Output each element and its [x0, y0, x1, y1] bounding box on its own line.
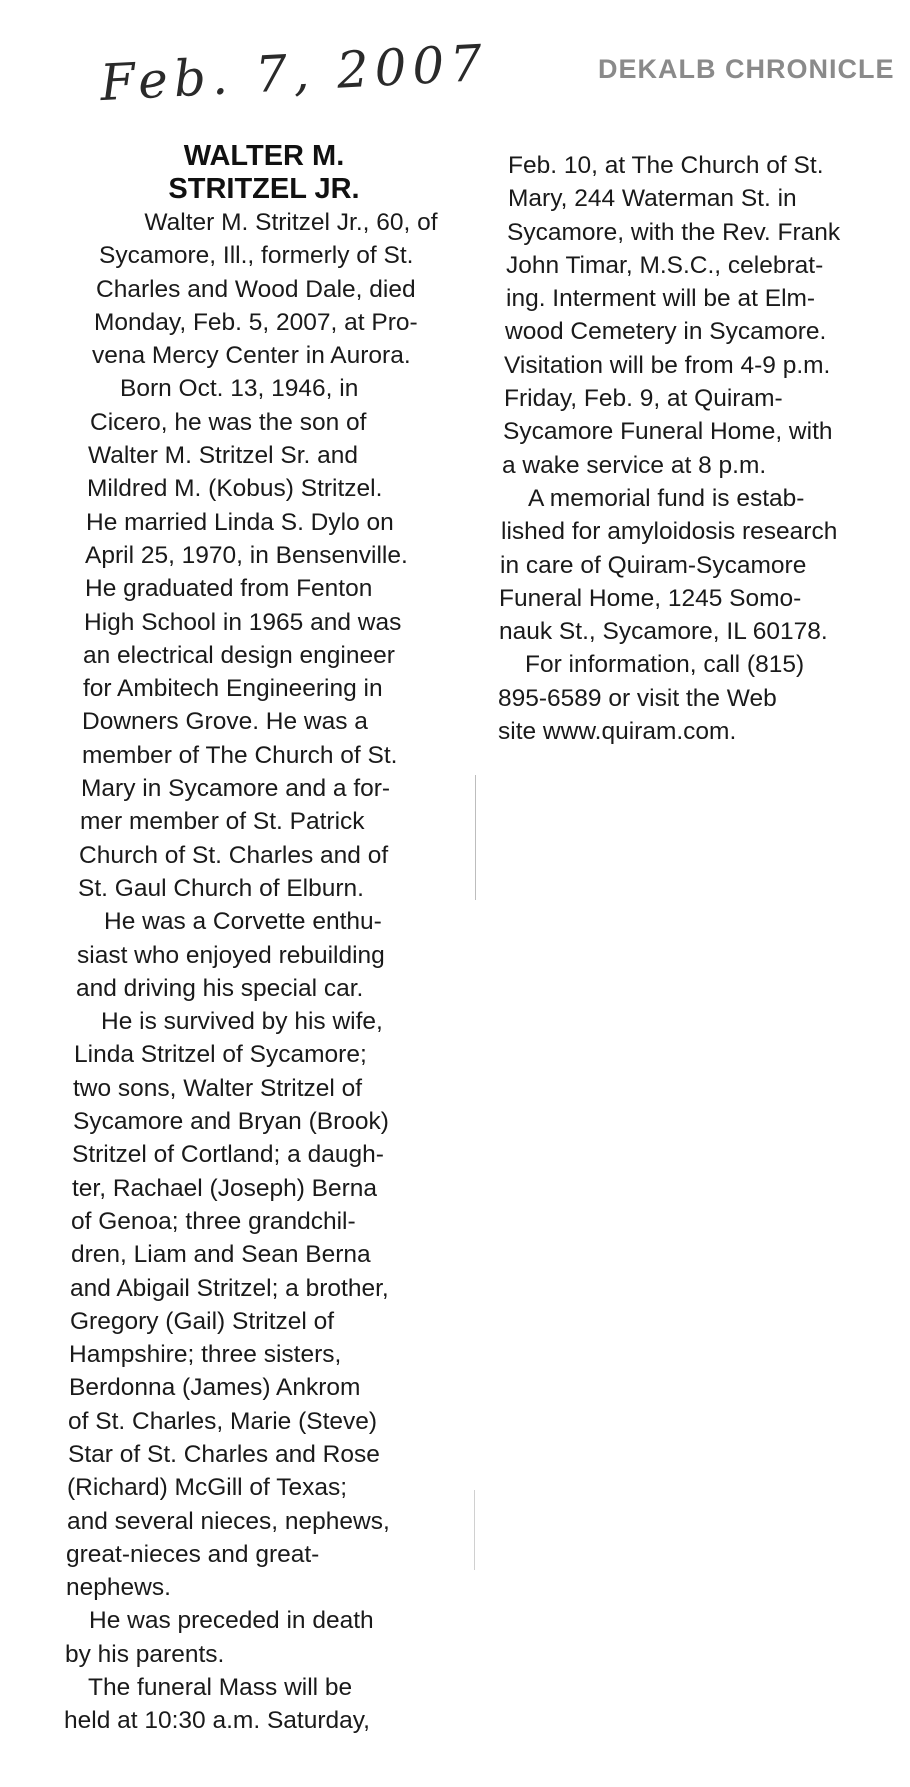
text-line: lished for amyloidosis research — [501, 518, 838, 546]
text-line: and driving his special car. — [76, 974, 364, 1002]
text-line: Feb. 10, at The Church of St. — [508, 152, 824, 179]
text-line: nauk St., Sycamore, IL 60178. — [499, 618, 828, 646]
right-column — [496, 149, 886, 748]
text-line: Cicero, he was the son of — [90, 408, 367, 436]
text-line: Star of St. Charles and Rose — [68, 1440, 380, 1468]
text-line: Downers Grove. He was a — [82, 708, 368, 736]
text-line: of Genoa; three grandchil- — [71, 1207, 356, 1235]
text-line: April 25, 1970, in Bensenville. — [85, 541, 408, 569]
text-line: dren, Liam and Sean Berna — [71, 1241, 371, 1269]
text-line: two sons, Walter Stritzel of — [73, 1074, 363, 1102]
text-line: for Ambitech Engineering in — [83, 675, 383, 703]
text-line: by his parents. — [65, 1640, 225, 1668]
handwritten-date: Feb. 7, 2007 — [98, 33, 490, 113]
text-line: held at 10:30 a.m. Saturday, — [64, 1707, 370, 1735]
text-line: Hampshire; three sisters, — [69, 1341, 342, 1369]
text-line: wood Cemetery in Sycamore. — [505, 318, 827, 346]
text-line: vena Mercy Center in Aurora. — [92, 342, 411, 370]
text-line: High School in 1965 and was — [84, 608, 402, 636]
text-line: Sycamore, with the Rev. Frank — [507, 218, 841, 246]
column-divider — [474, 1490, 475, 1570]
text-line: (Richard) McGill of Texas; — [67, 1474, 348, 1502]
text-line: site www.quiram.com. — [498, 718, 737, 746]
text-line: Walter M. Stritzel Sr. and — [88, 442, 359, 470]
text-line: Mildred M. (Kobus) Stritzel. — [87, 475, 383, 503]
text-line: an electrical design engineer — [83, 641, 395, 669]
text-line: member of The Church of St. — [82, 741, 398, 769]
text-line: A memorial fund is estab- — [528, 484, 805, 512]
text-line: He was preceded in death — [89, 1607, 374, 1635]
headline-line-2: STRITZEL JR. — [168, 173, 360, 205]
text-line: He is survived by his wife, — [101, 1008, 383, 1036]
text-line: in care of Quiram-Sycamore — [500, 551, 807, 579]
text-line: Charles and Wood Dale, died — [96, 275, 416, 303]
text-line: Sycamore Funeral Home, with — [503, 418, 833, 446]
text-line: For information, call (815) — [525, 651, 805, 679]
column-divider — [475, 775, 476, 900]
newspaper-name: DEKALB CHRONICLE — [598, 54, 895, 84]
text-line: Berdonna (James) Ankrom — [69, 1374, 361, 1402]
text-line: mer member of St. Patrick — [80, 808, 365, 836]
text-line: a wake service at 8 p.m. — [502, 451, 767, 479]
text-line: Monday, Feb. 5, 2007, at Pro- — [94, 308, 418, 336]
text-line: siast who enjoyed rebuilding — [77, 941, 385, 969]
text-line: Sycamore and Bryan (Brook) — [73, 1108, 389, 1136]
left-column — [64, 140, 464, 1738]
text-line: The funeral Mass will be — [88, 1674, 353, 1702]
text-line: Mary, 244 Waterman St. in — [508, 185, 797, 213]
text-line: Friday, Feb. 9, at Quiram- — [504, 385, 783, 413]
text-line: St. Gaul Church of Elburn. — [78, 874, 364, 902]
text-line: 895-6589 or visit the Web — [498, 684, 777, 712]
text-line: ing. Interment will be at Elm- — [506, 285, 816, 313]
text-line: He married Linda S. Dylo on — [86, 508, 394, 536]
text-line: Walter M. Stritzel Jr., 60, of — [124, 209, 438, 236]
text-line: Sycamore, Ill., formerly of St. — [99, 242, 414, 270]
text-line: ter, Rachael (Joseph) Berna — [72, 1174, 378, 1202]
text-line: Stritzel of Cortland; a daugh- — [72, 1141, 384, 1169]
text-line: Mary in Sycamore and a for- — [81, 775, 391, 803]
text-line: Gregory (Gail) Stritzel of — [70, 1307, 335, 1335]
text-line: John Timar, M.S.C., celebrat- — [506, 251, 824, 279]
text-line: of St. Charles, Marie (Steve) — [68, 1407, 378, 1435]
text-line: Linda Stritzel of Sycamore; — [74, 1041, 367, 1069]
text-line: Visitation will be from 4-9 p.m. — [504, 351, 831, 379]
text-line: nephews. — [66, 1574, 171, 1602]
obituary-headline — [64, 140, 464, 206]
text-line: Church of St. Charles and of — [79, 841, 389, 869]
text-line: Born Oct. 13, 1946, in — [120, 375, 359, 403]
text-line: He was a Corvette enthu- — [104, 908, 382, 936]
headline-line-1: WALTER M. — [183, 140, 345, 172]
text-line: Funeral Home, 1245 Somo- — [499, 584, 802, 612]
text-line: great-nieces and great- — [66, 1540, 320, 1568]
text-line: and Abigail Stritzel; a brother, — [70, 1274, 389, 1302]
text-line: and several nieces, nephews, — [67, 1507, 390, 1535]
text-line: He graduated from Fenton — [85, 575, 373, 603]
